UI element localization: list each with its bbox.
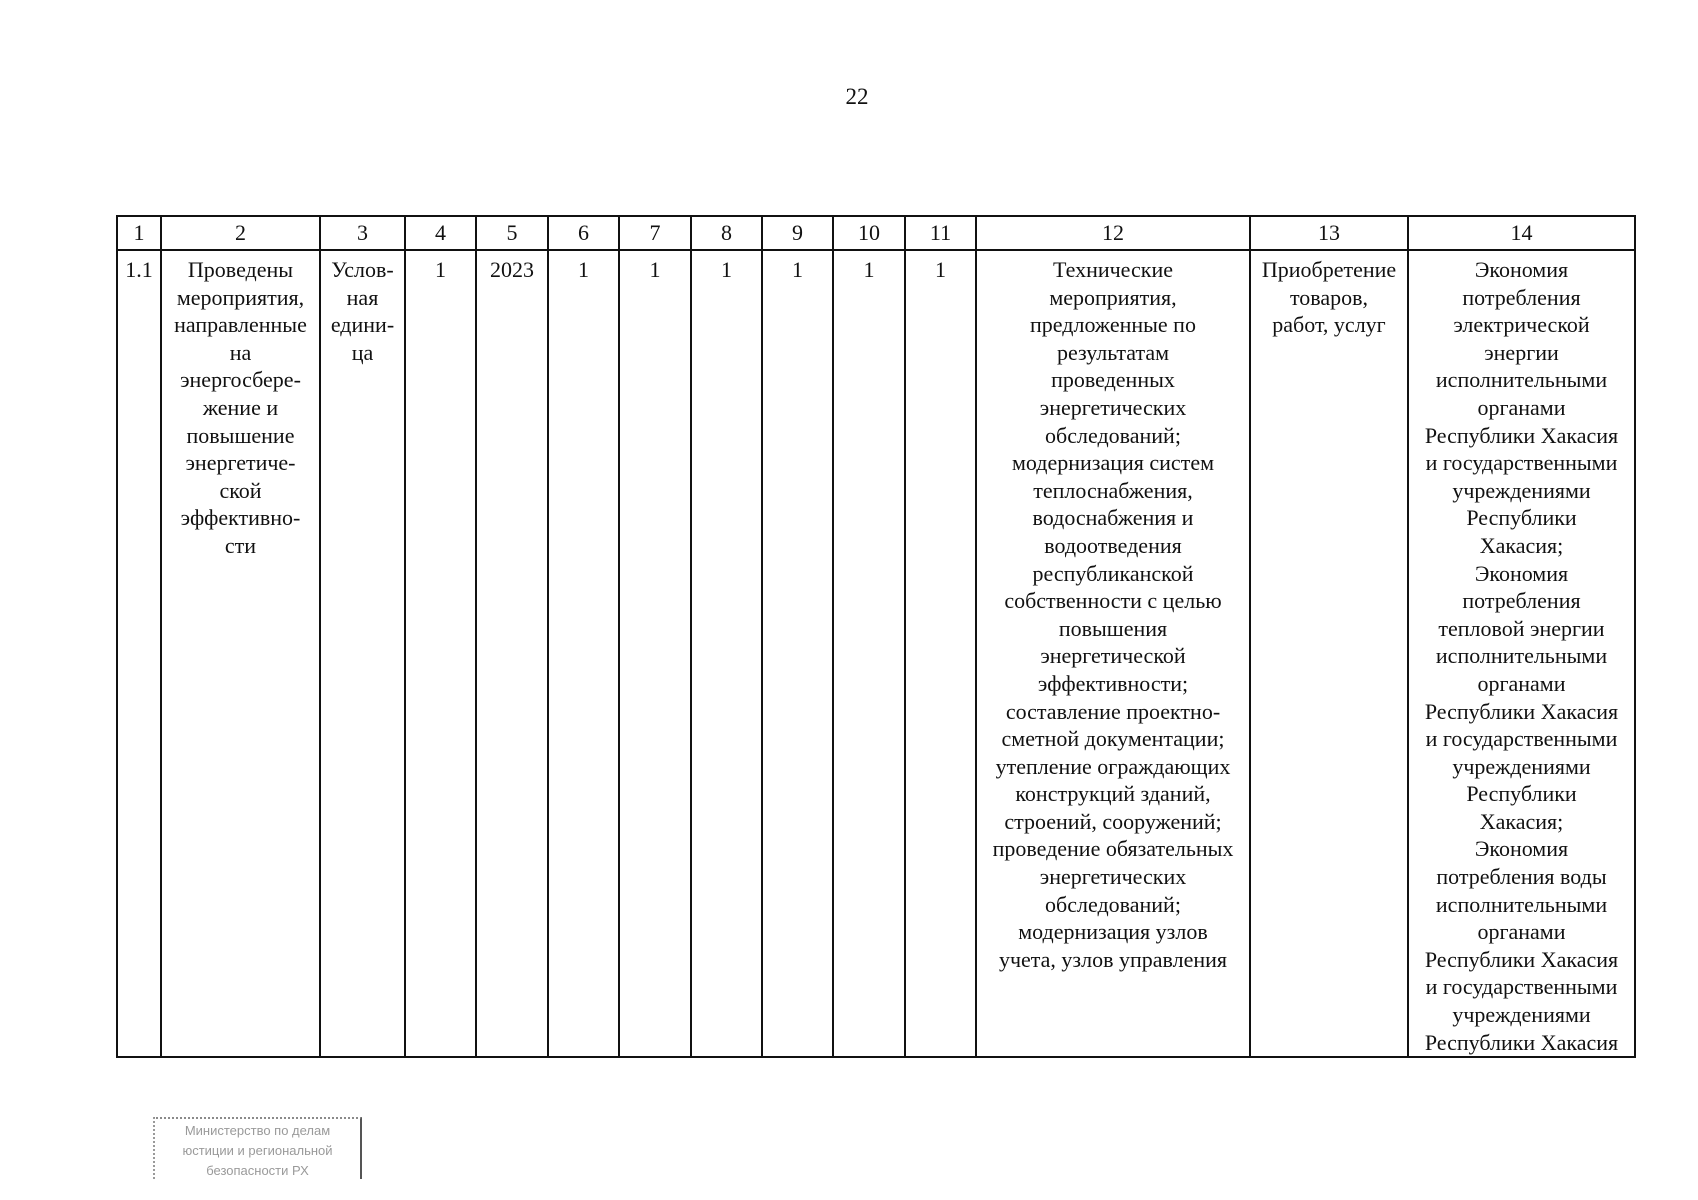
header-cell: 5 (476, 216, 548, 250)
unit-cell (320, 250, 405, 1057)
year: 2023 (490, 257, 534, 282)
unit: Услов- ная едини- ца (330, 257, 395, 365)
activities-text: Технические мероприятия, предложенные по результатам проведенных энергетических обследований; модернизация систем теплоснабжения, водоснабжения и водоотведения республиканской собственности с целью повышения энергетической эффективности; составление проектно- сметной документации; утепление ограждающих конструкций зданий, строений, сооружений; проведение обязательных энергетических обследований; модернизация узлов учета, узлов управления (992, 257, 1234, 972)
measure-name-cell (161, 250, 320, 1057)
table-cell (405, 250, 476, 1057)
header-row (117, 216, 1635, 250)
cell-value: 1 (435, 257, 446, 282)
header-cell: 2 (161, 216, 320, 250)
page-number: 22 (845, 84, 869, 109)
table-cell (833, 250, 905, 1057)
document-table (116, 215, 1636, 1058)
cell-value: 1 (792, 257, 803, 282)
header-cell: 3 (320, 216, 405, 250)
cell-value: 1 (863, 257, 875, 282)
header-cell: 4 (405, 216, 476, 250)
result-cell (1408, 250, 1635, 1057)
header-cell: 12 (976, 216, 1250, 250)
cell-value: 1 (578, 257, 589, 282)
result-text: Экономия потребления электрической энергии исполнительными органами Республики Хакасия и государственными учреждениями Республики Хакасия; Экономия потребления тепловой энергии исполнительными органами Республики Хакасия и государственными учреждениями Республики Хакасия; Экономия потребления воды исполнительными органами Республики Хакасия и государственными учреждениями Республики Хакасия (1424, 257, 1619, 1055)
row-number-cell (117, 250, 161, 1057)
header-cell: 10 (833, 216, 905, 250)
header-cell: 8 (691, 216, 762, 250)
registration-stamp: Министерство по делам юстиции и региональной безопасности РХ (153, 1117, 362, 1179)
header-cell: 9 (762, 216, 833, 250)
table-cell (548, 250, 619, 1057)
header-cell: 14 (1408, 216, 1635, 250)
cell-value: 1 (649, 257, 661, 282)
cell-value: 1 (935, 257, 946, 282)
cell-value: 1 (721, 257, 732, 282)
table-cell (762, 250, 833, 1057)
header-cell: 6 (548, 216, 619, 250)
table-cell (905, 250, 976, 1057)
year-cell (476, 250, 548, 1057)
measure-name: Проведены мероприятия, направленные на энергосбере- жение и повышение энергетиче- ской эффективно- сти (174, 257, 307, 558)
activities-cell (976, 250, 1250, 1057)
row-number: 1.1 (125, 257, 153, 282)
table-row (117, 250, 1635, 1057)
header-cell: 1 (117, 216, 161, 250)
expense-type-cell (1250, 250, 1408, 1057)
table-cell (691, 250, 762, 1057)
header-cell: 13 (1250, 216, 1408, 250)
expense-type: Приобретение товаров, работ, услуг (1261, 257, 1397, 338)
header-cell: 11 (905, 216, 976, 250)
table-cell (619, 250, 691, 1057)
header-cell: 7 (619, 216, 691, 250)
